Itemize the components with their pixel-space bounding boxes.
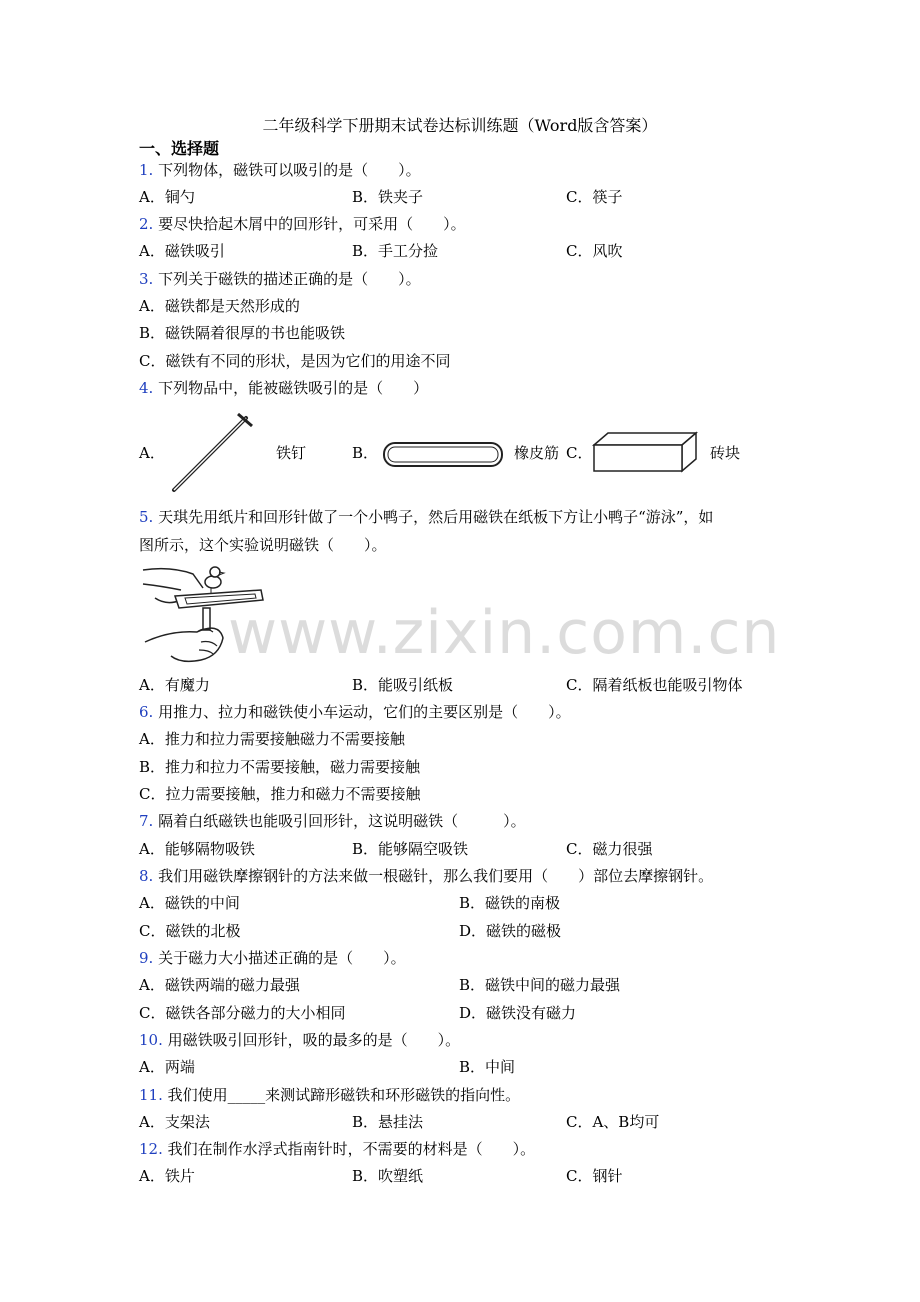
option-c[interactable]: C．磁铁有不同的形状，是因为它们的用途不同	[139, 352, 451, 370]
option-c[interactable]: C．钢针	[566, 1167, 623, 1185]
option-b[interactable]: B．磁铁中间的磁力最强	[459, 976, 621, 994]
iron-nail-illustration	[166, 412, 256, 496]
option-b[interactable]: B．中间	[459, 1058, 516, 1076]
option-b[interactable]: B．磁铁的南极	[459, 894, 561, 912]
question-number: 6.	[139, 703, 154, 721]
question-number: 11.	[139, 1086, 163, 1104]
question-6	[139, 702, 571, 722]
brick-illustration	[592, 431, 698, 475]
option-a[interactable]: A．铜勺	[139, 188, 195, 206]
option-c[interactable]: C．筷子	[566, 188, 623, 206]
option-c[interactable]: C．A、B均可	[566, 1113, 660, 1131]
question-number: 10.	[139, 1031, 163, 1049]
question-text: 用磁铁吸引回形针，吸的最多的是（ ）。	[167, 1031, 461, 1049]
option-b-label: 橡皮筋	[514, 444, 560, 462]
question-number: 1.	[139, 161, 154, 179]
question-text: 下列关于磁铁的描述正确的是（ ）。	[158, 270, 421, 288]
question-text: 我们在制作水浮式指南针时，不需要的材料是（ ）。	[167, 1140, 536, 1158]
question-number: 9.	[139, 949, 154, 967]
option-a[interactable]: A．磁铁吸引	[139, 242, 225, 260]
option-a[interactable]: A．能够隔物吸铁	[139, 840, 255, 858]
option-b[interactable]: B．	[352, 444, 379, 462]
question-5-continued: 图所示，这个实验说明磁铁（ ）。	[139, 536, 387, 554]
question-4	[139, 378, 428, 398]
option-d[interactable]: D．磁铁的磁极	[459, 922, 562, 940]
question-text: 隔着白纸磁铁也能吸引回形针，这说明磁铁（ ）。	[158, 812, 526, 830]
option-b[interactable]: B．能够隔空吸铁	[352, 840, 469, 858]
question-1	[139, 160, 421, 180]
option-c[interactable]: C．	[566, 444, 593, 462]
question-number: 5.	[139, 508, 154, 526]
question-8	[139, 866, 713, 886]
option-c[interactable]: C．风吹	[566, 242, 623, 260]
question-9	[139, 948, 406, 968]
question-number: 4.	[139, 379, 154, 397]
question-text: 用推力、拉力和磁铁使小车运动，它们的主要区别是（ ）。	[158, 703, 571, 721]
question-number: 3.	[139, 270, 154, 288]
option-a[interactable]: A．磁铁都是天然形成的	[139, 297, 300, 315]
question-7	[139, 811, 526, 831]
question-5	[139, 507, 713, 527]
question-number: 12.	[139, 1140, 163, 1158]
option-c[interactable]: C．拉力需要接触，推力和磁力不需要接触	[139, 785, 421, 803]
question-12	[139, 1139, 535, 1159]
option-b[interactable]: B．铁夹子	[352, 188, 424, 206]
option-a-label: 铁钉	[276, 444, 307, 462]
question-text: 关于磁力大小描述正确的是（ ）。	[158, 949, 406, 967]
option-d[interactable]: D．磁铁没有磁力	[459, 1004, 577, 1022]
option-b[interactable]: B．悬挂法	[352, 1113, 424, 1131]
option-c[interactable]: C．隔着纸板也能吸引物体	[566, 676, 743, 694]
option-a[interactable]: A．两端	[139, 1058, 195, 1076]
option-a[interactable]: A．有魔力	[139, 676, 210, 694]
question-text: 我们使用_____来测试蹄形磁铁和环形磁铁的指向性。	[167, 1086, 521, 1104]
question-text: 下列物品中，能被磁铁吸引的是（ ）	[158, 379, 429, 397]
question-2	[139, 214, 466, 234]
option-a[interactable]: A．铁片	[139, 1167, 195, 1185]
rubber-band-illustration	[382, 440, 506, 470]
option-a[interactable]: A．	[139, 444, 165, 462]
section-heading: 一、选择题	[139, 139, 220, 158]
question-text: 天琪先用纸片和回形针做了一个小鸭子，然后用磁铁在纸板下方让小鸭子“游泳”，如	[158, 508, 714, 526]
watermark: www.zixin.com.cn	[228, 598, 781, 668]
option-a[interactable]: A．推力和拉力需要接触磁力不需要接触	[139, 730, 405, 748]
duck-experiment-illustration	[141, 560, 266, 670]
question-number: 8.	[139, 867, 154, 885]
page-title: 二年级科学下册期末试卷达标训练题（Word版含答案）	[262, 116, 658, 135]
question-10	[139, 1030, 460, 1050]
option-c[interactable]: C．磁铁的北极	[139, 922, 241, 940]
option-b[interactable]: B．手工分捡	[352, 242, 439, 260]
question-number: 2.	[139, 215, 154, 233]
option-b[interactable]: B．吹塑纸	[352, 1167, 424, 1185]
question-text: 要尽快拾起木屑中的回形针，可采用（ ）。	[158, 215, 466, 233]
option-a[interactable]: A．支架法	[139, 1113, 210, 1131]
option-b[interactable]: B．能吸引纸板	[352, 676, 454, 694]
option-c-label: 砖块	[710, 444, 741, 462]
question-3	[139, 269, 421, 289]
question-11	[139, 1085, 520, 1105]
option-b[interactable]: B．磁铁隔着很厚的书也能吸铁	[139, 324, 346, 342]
question-text: 下列物体，磁铁可以吸引的是（ ）。	[158, 161, 421, 179]
option-c[interactable]: C．磁力很强	[566, 840, 653, 858]
option-a[interactable]: A．磁铁两端的磁力最强	[139, 976, 300, 994]
option-a[interactable]: A．磁铁的中间	[139, 894, 240, 912]
option-b[interactable]: B．推力和拉力不需要接触，磁力需要接触	[139, 758, 421, 776]
question-text: 我们用磁铁摩擦钢针的方法来做一根磁针，那么我们要用（ ）部位去摩擦钢针。	[158, 867, 714, 885]
question-number: 7.	[139, 812, 154, 830]
option-c[interactable]: C．磁铁各部分磁力的大小相同	[139, 1004, 346, 1022]
